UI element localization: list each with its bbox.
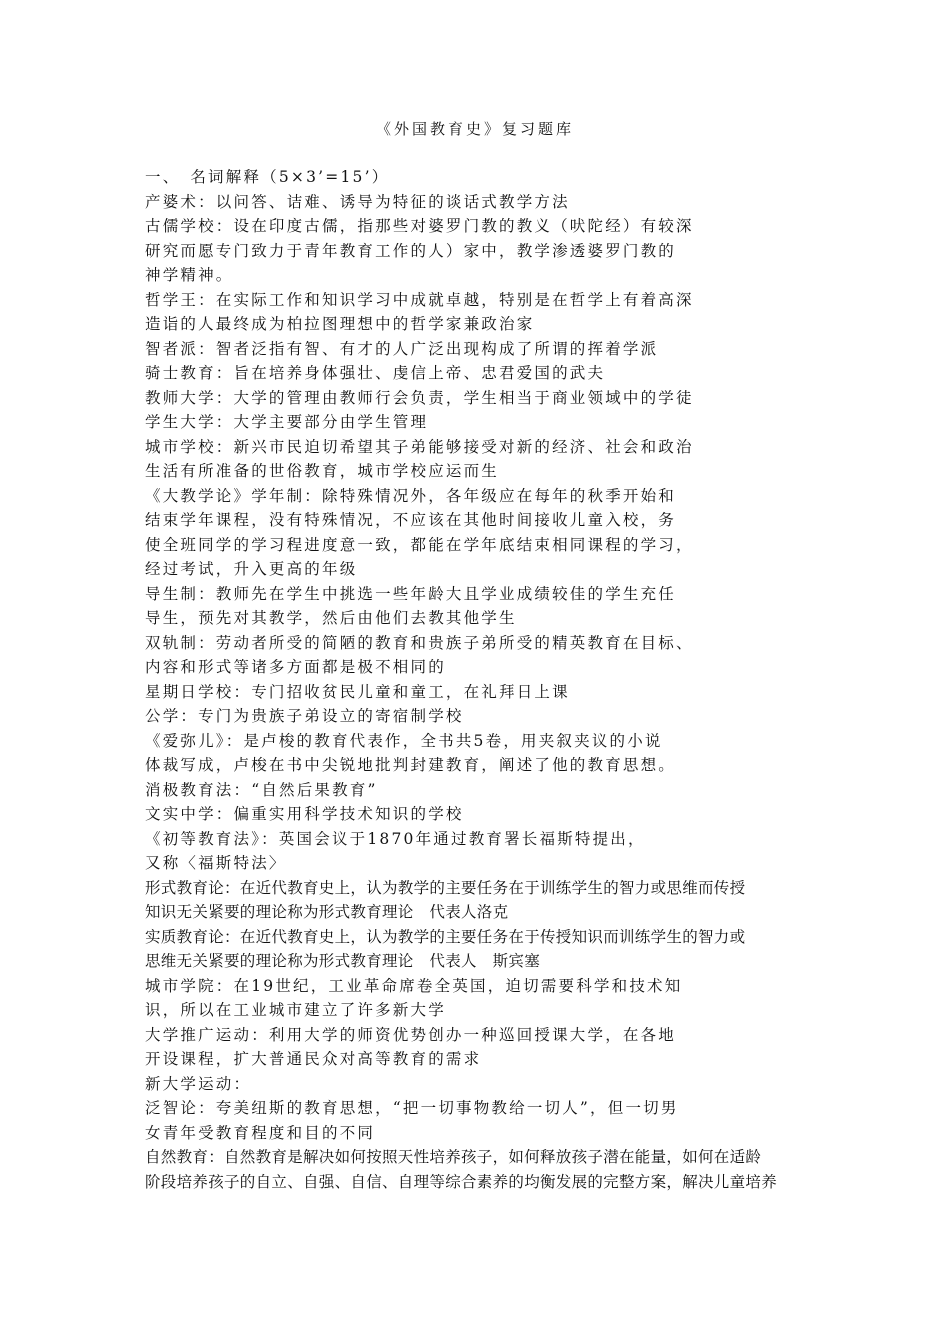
text-line: 教师大学：大学的管理由教师行会负责，学生相当于商业领域中的学徒 [145, 388, 694, 407]
text-line: 大学推广运动：利用大学的师资优势创办一种巡回授课大学，在各地 [145, 1025, 677, 1044]
text-line: 智者派：智者泛指有智、有才的人广泛出现构成了所谓的挥着学派 [145, 339, 659, 358]
text-line: 双轨制：劳动者所受的简陋的教育和贵族子弟所受的精英教育在目标、 [145, 633, 694, 652]
text-line: 女青年受教育程度和目的不同 [145, 1123, 376, 1142]
text-line: 造诣的人最终成为柏拉图理想中的哲学家兼政治家 [145, 315, 535, 333]
text-line: 哲学王：在实际工作和知识学习中成就卓越，特别是在哲学上有着高深 [145, 290, 694, 309]
text-line: 实质教育论：在近代教育史上，认为教学的主要任务在于传授知识而训练学生的智力或 [145, 927, 746, 946]
text-line: 使全班同学的学习程进度意一致，都能在学年底结束相同课程的学习， [145, 535, 694, 554]
text-line: 研究而愿专门致力于青年教育工作的人）家中，教学渗透婆罗门教的 [145, 241, 677, 260]
text-line: 学生大学：大学主要部分由学生管理 [145, 413, 429, 431]
text-line: 泛智论：夸美纽斯的教育思想，“把一切事物教给一切人”，但一切男 [145, 1099, 679, 1117]
text-line: 自然教育：自然教育是解决如何按照天性培养孩子，如何释放孩子潜在能量，如何在适龄 [145, 1148, 762, 1166]
text-line: 《大教学论》学年制：除特殊情况外，各年级应在每年的秋季开始和 [145, 486, 677, 505]
text-line: 体裁写成，卢梭在书中尖锐地批判封建教育，阐述了他的教育思想。 [145, 756, 677, 774]
text-line: 古儒学校：设在印度古儒，指那些对婆罗门教的教义（吠陀经）有较深 [145, 217, 694, 235]
text-line: 知识无关紧要的理论称为形式教育理论 代表人洛克 [145, 903, 509, 921]
text-line: 开设课程，扩大普通民众对高等教育的需求 [145, 1050, 482, 1068]
text-line: 经过考试，升入更高的年级 [145, 560, 358, 578]
text-line: 导生，预先对其教学，然后由他们去教其他学生 [145, 609, 517, 627]
text-line: 神学精神。 [145, 266, 234, 284]
text-line: 生活有所准备的世俗教育，城市学校应运而生 [145, 462, 500, 480]
text-line: 识，所以在工业城市建立了许多新大学 [145, 1001, 446, 1019]
text-line: 又称〈福斯特法〉 [145, 854, 287, 872]
text-line: 消极教育法：“自然后果教育” [145, 780, 378, 799]
text-line: 新大学运动： [145, 1074, 252, 1093]
text-line: 《初等教育法》：英国会议于1870年通过教育署长福斯特提出， [145, 829, 646, 848]
document-body [145, 165, 810, 1194]
text-line: 《爱弥儿》：是卢梭的教育代表作，全书共5卷，用夹叙夹议的小说 [145, 731, 663, 750]
text-line: 公学：专门为贵族子弟设立的寄宿制学校 [145, 707, 464, 725]
text-line: 导生制：教师先在学生中挑选一些年龄大且学业成绩较佳的学生充任 [145, 584, 677, 603]
text-line: 骑士教育：旨在培养身体强壮、虔信上帝、忠君爱国的武夫 [145, 364, 606, 382]
text-line: 城市学院：在19世纪，工业革命席卷全英国，迫切需要科学和技术知 [145, 976, 683, 995]
text-line: 阶段培养孩子的自立、自强、自信、自理等综合素养的均衡发展的完整方案，解决儿童培养 [145, 1172, 778, 1191]
text-line: 城市学校：新兴市民迫切希望其子弟能够接受对新的经济、社会和政治 [145, 437, 694, 456]
document-title: 《外国教育史》复习题库 [375, 120, 574, 138]
text-line: 文实中学：偏重实用科学技术知识的学校 [145, 805, 464, 823]
text-line: 内容和形式等诸多方面都是极不相同的 [145, 658, 446, 676]
text-line: 星期日学校：专门招收贫民儿童和童工，在礼拜日上课 [145, 682, 570, 701]
text-line: 结束学年课程，没有特殊情况，不应该在其他时间接收儿童入校，务 [145, 511, 677, 529]
text-line: 形式教育论：在近代教育史上，认为教学的主要任务在于训练学生的智力或思维而传授 [145, 878, 746, 897]
text-line: 产婆术：以问答、诘难、诱导为特征的谈话式教学方法 [145, 192, 570, 211]
text-line: 一、 名词解释（5×3’=15’） [145, 168, 390, 186]
text-line: 思维无关紧要的理论称为形式教育理论 代表人 斯宾塞 [145, 952, 541, 970]
